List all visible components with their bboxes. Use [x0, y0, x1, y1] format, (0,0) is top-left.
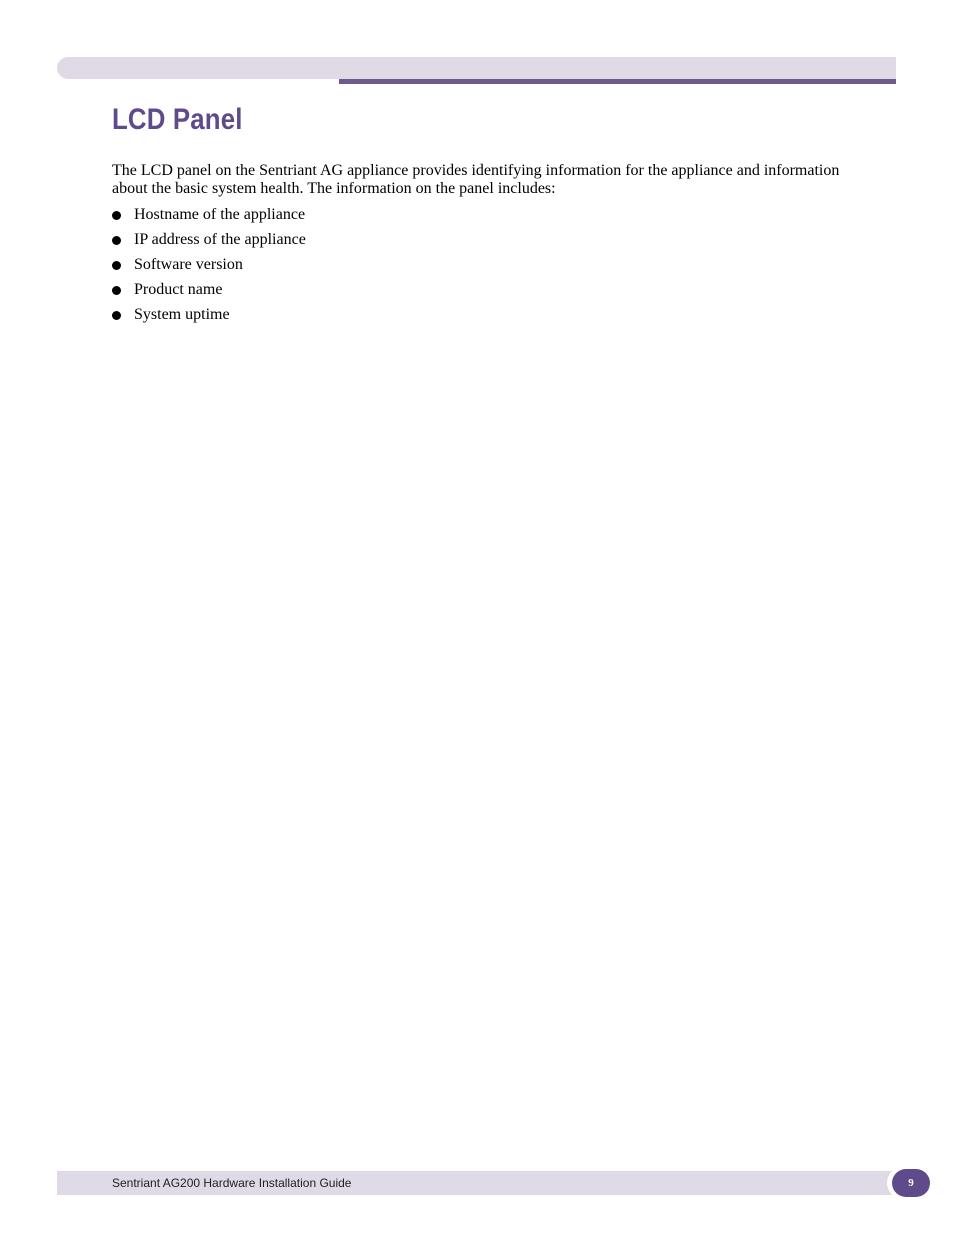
list-item-text: Product name: [134, 281, 223, 298]
list-item-text: System uptime: [134, 306, 230, 323]
bullet-icon: [112, 211, 121, 220]
footer-guide-title: Sentriant AG200 Hardware Installation Guide: [112, 1176, 352, 1190]
bullet-icon: [112, 286, 121, 295]
list-item: [112, 280, 306, 305]
header-band: [57, 57, 896, 79]
bullet-icon: [112, 236, 121, 245]
page-title: LCD Panel: [112, 103, 243, 136]
intro-paragraph: The LCD panel on the Sentriant AG appliance provides identifying information for the appliance and information about the basic system health. The information on the panel includes:: [112, 162, 840, 197]
list-item-text: Hostname of the appliance: [134, 206, 306, 223]
list-item: [112, 305, 306, 330]
list-item: [112, 255, 306, 280]
list-item: [112, 205, 306, 230]
header-rule: [339, 79, 896, 84]
page-number-badge: 9: [892, 1169, 930, 1197]
list-item-text: Software version: [134, 256, 243, 273]
info-bullet-list: [112, 205, 306, 330]
list-item-text: IP address of the appliance: [134, 231, 306, 248]
list-item: [112, 230, 306, 255]
bullet-icon: [112, 311, 121, 320]
bullet-icon: [112, 261, 121, 270]
